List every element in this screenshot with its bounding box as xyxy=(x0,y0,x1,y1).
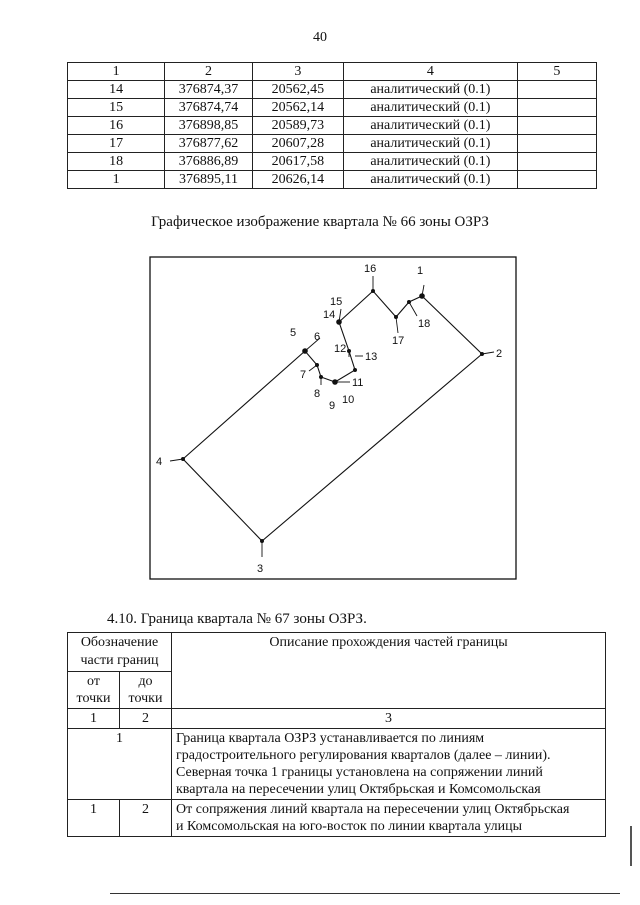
header-cell: 1 xyxy=(68,63,165,81)
to-point-header xyxy=(120,672,172,709)
bottom-rule xyxy=(110,893,620,894)
description-cell xyxy=(172,729,606,800)
figure-caption: Графическое изображение квартала № 66 зоны ОЗРЗ xyxy=(151,214,489,230)
designation-header-line: Обозначение xyxy=(80,635,159,650)
boundary-points xyxy=(181,289,484,543)
point-label: 3 xyxy=(257,563,264,575)
description-cell xyxy=(172,800,606,837)
from-point-cell: 1 xyxy=(68,800,120,837)
header-line: до xyxy=(138,674,153,689)
table-cell: 376874,74 xyxy=(165,99,252,117)
boundary-point xyxy=(260,539,264,543)
from-point-header xyxy=(68,672,120,709)
designation-header-line: части границ xyxy=(80,653,159,668)
table-cell: аналитический (0.1) xyxy=(344,117,518,135)
table-cell: 376886,89 xyxy=(165,153,252,171)
point-label: 17 xyxy=(392,335,405,347)
table-cell: 20607,28 xyxy=(252,135,343,153)
header-cell: 5 xyxy=(517,63,596,81)
table-cell: аналитический (0.1) xyxy=(344,153,518,171)
table-cell: 376877,62 xyxy=(165,135,252,153)
header-cell: 4 xyxy=(344,63,518,81)
boundary-description-table xyxy=(67,632,606,837)
boundary-point xyxy=(336,319,342,325)
point-label: 6 xyxy=(314,331,321,343)
column-number: 2 xyxy=(120,709,172,729)
boundary-point xyxy=(319,375,323,379)
point-label: 12 xyxy=(334,343,347,355)
column-number: 3 xyxy=(172,709,606,729)
boundary-point xyxy=(407,300,411,304)
point-label: 7 xyxy=(300,369,307,381)
header-cell: 3 xyxy=(252,63,343,81)
boundary-point xyxy=(394,315,398,319)
leader-line xyxy=(396,317,398,333)
table-cell: 20562,45 xyxy=(252,81,343,99)
boundary-point xyxy=(332,379,338,385)
table-cell: аналитический (0.1) xyxy=(344,99,518,117)
boundary-point xyxy=(315,363,319,367)
table-cell: 1 xyxy=(68,171,165,189)
table-cell: 16 xyxy=(68,117,165,135)
table-cell: 376895,11 xyxy=(165,171,252,189)
table-cell: 17 xyxy=(68,135,165,153)
table-cell: 20562,14 xyxy=(252,99,343,117)
boundary-point xyxy=(347,349,351,353)
header-line: точки xyxy=(76,691,111,706)
description-line: и Комсомольская на юго-восток по линии квартала улицы xyxy=(176,819,523,834)
description-line: градостроительного регулирования кварталов (далее – линии). xyxy=(176,748,551,763)
table-cell: 20589,73 xyxy=(252,117,343,135)
column-number: 1 xyxy=(68,709,120,729)
table-cell: 20617,58 xyxy=(252,153,343,171)
boundary-point xyxy=(419,293,425,299)
column-number-row xyxy=(68,709,606,729)
leader-line xyxy=(409,302,417,316)
table-cell: аналитический (0.1) xyxy=(344,135,518,153)
point-label: 9 xyxy=(329,400,336,412)
boundary-point xyxy=(353,368,357,372)
header-line: от xyxy=(87,674,100,689)
description-line: От сопряжения линий квартала на пересечении улиц Октябрьская xyxy=(176,802,570,817)
section-title: 4.10. Граница квартала № 67 зоны ОЗРЗ. xyxy=(107,611,367,627)
table-row xyxy=(68,729,606,800)
boundary-line xyxy=(183,291,482,541)
description-line: квартала на пересечении улиц Октябрьская и Комсомольская xyxy=(176,782,541,797)
table-cell: 376874,37 xyxy=(165,81,252,99)
point-label: 18 xyxy=(418,318,431,330)
point-label: 8 xyxy=(314,388,321,400)
description-line: Северная точка 1 границы установлена на сопряжении линий xyxy=(176,765,543,780)
table-cell: аналитический (0.1) xyxy=(344,171,518,189)
description-line: Граница квартала ОЗРЗ устанавливается по линиям xyxy=(176,731,485,746)
point-label: 4 xyxy=(156,456,163,468)
header-line: точки xyxy=(128,691,163,706)
to-point-cell: 2 xyxy=(120,800,172,837)
table-row xyxy=(68,800,606,837)
scan-edge-mark xyxy=(630,826,632,866)
point-cell: 1 xyxy=(68,729,172,800)
point-label: 13 xyxy=(365,351,378,363)
boundary-point xyxy=(371,289,375,293)
point-label: 10 xyxy=(342,394,355,406)
point-label: 14 xyxy=(323,309,336,321)
boundary-point xyxy=(302,348,308,354)
page-number: 40 xyxy=(313,30,327,45)
table-cell: 20626,14 xyxy=(252,171,343,189)
point-label: 2 xyxy=(496,348,503,360)
point-label: 11 xyxy=(352,377,364,389)
point-label: 16 xyxy=(364,263,377,275)
description-header: Описание прохождения частей границы xyxy=(172,633,606,709)
boundary-point xyxy=(181,457,185,461)
point-label: 5 xyxy=(290,327,297,339)
header-cell: 2 xyxy=(165,63,252,81)
designation-header xyxy=(68,633,172,672)
point-label: 15 xyxy=(330,296,343,308)
table-header-row xyxy=(68,633,606,672)
table-cell: 376898,85 xyxy=(165,117,252,135)
table-cell: аналитический (0.1) xyxy=(344,81,518,99)
point-label: 1 xyxy=(417,265,424,277)
table-cell: 14 xyxy=(68,81,165,99)
table-cell: 18 xyxy=(68,153,165,171)
table-cell: 15 xyxy=(68,99,165,117)
boundary-point xyxy=(480,352,484,356)
